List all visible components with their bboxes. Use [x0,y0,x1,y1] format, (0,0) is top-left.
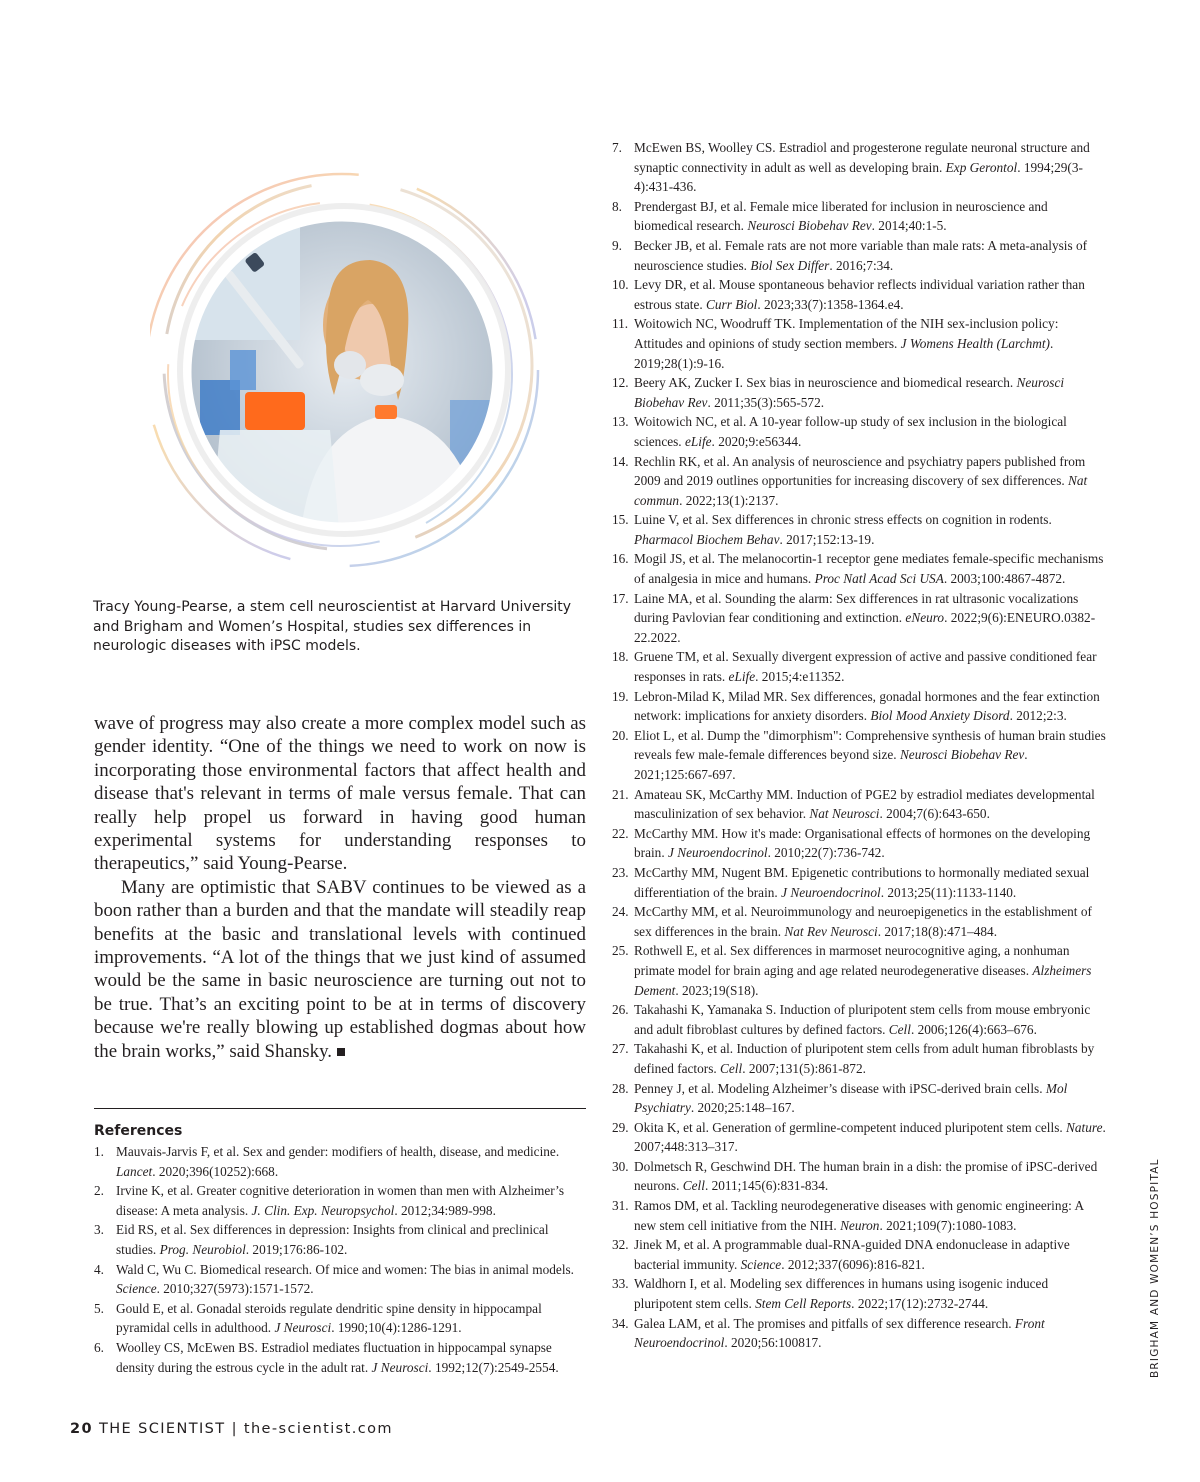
reference-citation: . 2022;13(1):2137. [679,492,779,508]
reference-number: 27. [612,1041,629,1057]
reference-journal: Stem Cell Reports [755,1296,852,1312]
reference-item [612,510,1108,549]
reference-citation: . 2011;35(3):565-572. [707,394,825,410]
reference-item [612,197,1108,236]
reference-citation: . 2011;145(6):831-834. [704,1178,829,1194]
references-list-left [94,1142,586,1377]
reference-text: Gould E, et al. Gonadal steroids regulate dendritic spine density in hippocampal pyramidal cells in adulthood. [116,1300,542,1336]
reference-text: McCarthy MM, et al. Neuroimmunology and neuroepigenetics in the establishment of sex differences in the brain. [634,904,1092,939]
reference-citation: . 2014;40:1-5. [871,218,947,234]
reference-number: 23. [612,864,629,880]
reference-citation: . 2023;19(S18). [675,982,759,998]
body-paragraph: wave of progress may also create a more complex model such as gender identity. “One of the things we need to work on now is incorporating those environmental factors that affect health and disease that's relevant in terms of male versus female. That can really help propel us forward in having good human experimental systems for understanding responses to therapeutics,” said Young-Pearse. [94,713,586,875]
reference-number: 15. [612,512,629,528]
reference-text: Eliot L, et al. Dump the "dimorphism": Comprehensive synthesis of human brain studies reveals few male-female differences beyond size. [634,727,1106,763]
body-paragraph-text: Many are optimistic that SABV continues to be viewed as a boon rather than a burden and that the mandate will steadily reap benefits at the basic and translational levels with continued improvements. “A lot of the things that we just kind of assumed would be the same in basic neuroscience are turning out not to be true. That’s an exciting point to be at in terms of discovery because we're really blowing up established dogmas about how the brain works,” said Shansky. [94,876,586,1062]
reference-journal: Mol Psychiatry [634,1080,1068,1116]
reference-journal: Nat commun [634,473,1088,508]
reference-journal: Exp Gerontol [945,159,1018,175]
reference-text: Woitowich NC, et al. A 10-year follow-up study of sex inclusion in the biological sciences. [634,414,1067,449]
reference-number: 16. [612,551,629,567]
reference-text: Amateau SK, McCarthy MM. Induction of PGE2 by estradiol mediates developmental masculinization of sex behavior. [634,786,1095,822]
reference-citation: . 2021;109(7):1080-1083. [879,1217,1017,1233]
reference-item [612,275,1108,314]
reference-text: Luine V, et al. Sex differences in chronic stress effects on cognition in rodents. [634,512,1052,528]
reference-journal: Biol Sex Differ [750,257,830,273]
reference-text: Prendergast BJ, et al. Female mice liberated for inclusion in neuroscience and biomedical research. [634,198,1048,234]
reference-journal: J. Clin. Exp. Neuropsychol [251,1202,395,1218]
reference-number: 19. [612,688,629,704]
reference-number: 24. [612,904,629,920]
reference-item [612,1157,1108,1196]
article-body [94,712,586,1063]
reference-number: 32. [612,1237,629,1253]
reference-journal: Proc Natl Acad Sci USA [814,571,944,587]
reference-item [612,373,1108,412]
reference-journal: Neurosci Biobehav Rev [634,375,1065,410]
reference-item [612,589,1108,648]
reference-text: Woolley CS, McEwen BS. Estradiol mediates fluctuation in hippocampal synapse density during the estrous cycle in the adult rat. [116,1339,552,1375]
reference-citation: . 2021;125:667-697. [634,747,1028,782]
reference-citation: . 2023;33(7):1358-1364.e4. [757,296,904,312]
reference-text: Levy DR, et al. Mouse spontaneous behavior reflects individual variation rather than estrous state. [634,277,1085,312]
reference-text: Dolmetsch R, Geschwind DH. The human brain in a dish: the promise of iPSC-derived neurons. [634,1158,1098,1194]
body-paragraph [94,876,586,1063]
reference-citation: . 2004;7(6):643-650. [879,806,990,822]
reference-text: Mauvais-Jarvis F, et al. Sex and gender: modifiers of health, disease, and medicine. [116,1144,560,1159]
lab-photo-figure [150,160,570,580]
reference-text: Mogil JS, et al. The melanocortin-1 receptor gene mediates female-specific mechanisms of analgesia in mice and humans. [634,551,1104,587]
reference-text: Galea LAM, et al. The promises and pitfalls of sex difference research. [634,1315,1012,1331]
woman-in-lab-photo [150,160,570,580]
reference-item [612,1314,1108,1353]
reference-text: Waldhorn I, et al. Modeling sex differences in humans using isogenic induced pluripotent stem cells. [634,1276,1049,1312]
reference-number: 3. [94,1222,104,1238]
reference-number: 12. [612,375,629,391]
reference-number: 14. [612,453,629,469]
reference-item [612,1235,1108,1274]
reference-item [612,314,1108,373]
reference-citation: . 2003;100:4867-4872. [943,571,1066,587]
reference-text: Eid RS, et al. Sex differences in depression: Insights from clinical and preclinical studies. [116,1222,549,1257]
reference-number: 21. [612,786,629,802]
reference-item [94,1338,586,1377]
reference-item [94,1260,586,1299]
reference-journal: Neurosci Biobehav Rev [899,747,1025,763]
reference-item [94,1299,586,1338]
reference-journal: Science [116,1281,157,1297]
reference-text: Woitowich NC, Woodruff TK. Implementation of the NIH sex-inclusion policy: Attitudes and opinions of study section members. [634,316,1059,351]
reference-journal: Curr Biol [706,296,758,312]
reference-journal: Neuron [840,1217,880,1233]
reference-item [612,785,1108,824]
reference-journal: eLife [728,669,756,685]
reference-number: 28. [612,1080,629,1096]
reference-text: Penney J, et al. Modeling Alzheimer’s disease with iPSC-derived brain cells. [634,1080,1043,1096]
reference-journal: Biol Mood Anxiety Disord [870,708,1010,724]
references-heading: References [94,1123,183,1139]
reference-number: 31. [612,1198,629,1214]
end-of-article-mark [337,1048,345,1056]
reference-item [612,863,1108,902]
reference-journal: eLife [684,433,712,449]
reference-citation: . 2022;17(12):2732-2744. [851,1296,989,1312]
reference-journal: J Womens Health (Larchmt) [900,335,1050,351]
reference-item [612,902,1108,941]
reference-citation: . 2020;396(10252):668. [152,1163,279,1179]
references-list-right [612,138,1108,1353]
reference-citation: . 2016;7:34. [829,257,894,273]
reference-citation: . 1994;29(3-4):431-436. [634,159,1083,195]
reference-text: McCarthy MM. How it's made: Organisational effects of hormones on the developing brain. [634,825,1091,861]
reference-citation: . 2019;176:86-102. [245,1241,348,1257]
reference-number: 10. [612,277,629,293]
reference-number: 18. [612,649,629,665]
reference-number: 22. [612,825,629,841]
reference-item [612,1000,1108,1039]
reference-text: Laine MA, et al. Sounding the alarm: Sex differences in rat ultrasonic vocalizations during Pavlovian fear conditioning and extinction. [634,590,1079,626]
reference-journal: Cell [720,1060,743,1076]
reference-citation: . 1990;10(4):1286-1291. [331,1320,462,1336]
footer-separator: | [231,1421,238,1437]
reference-number: 13. [612,414,629,430]
reference-journal: Pharmacol Biochem Behav [634,531,780,547]
reference-citation: . 2020;25:148–167. [690,1100,795,1116]
reference-item [94,1181,586,1220]
reference-text: Ramos DM, et al. Tackling neurodegenerative diseases with genomic engineering: A new stem cell initiative from the NIH. [634,1198,1084,1233]
reference-text: Takahashi K, et al. Induction of pluripotent stem cells from adult human fibroblasts by defined factors. [634,1041,1095,1076]
reference-citation: . 2020;56:100817. [724,1335,822,1351]
reference-citation: . 2012;337(6096):816-821. [781,1256,925,1272]
reference-text: McCarthy MM, Nugent BM. Epigenetic contributions to hormonally mediated sexual differentiation of the brain. [634,864,1090,900]
reference-journal: eNeuro [905,610,945,626]
reference-journal: Science [740,1256,782,1272]
photo-caption: Tracy Young-Pearse, a stem cell neuroscientist at Harvard University and Brigham and Women’s Hospital, studies sex differences in neurologic diseases with iPSC models. [93,599,572,654]
reference-citation: . 2012;34:989-998. [394,1202,496,1218]
reference-text: Gruene TM, et al. Sexually divergent expression of active and passive conditioned fear responses in rats. [634,649,1097,685]
page-number: 20 [70,1421,93,1437]
reference-journal: Lancet [116,1163,153,1179]
reference-item [612,1079,1108,1118]
reference-citation: . 2007;131(5):861-872. [742,1060,866,1076]
reference-citation: . 2010;22(7):736-742. [767,845,885,861]
reference-journal: J Neuroendocrinol [667,845,768,861]
reference-number: 4. [94,1261,104,1277]
reference-item [612,412,1108,451]
reference-number: 20. [612,727,629,743]
reference-item [94,1220,586,1259]
reference-citation: . 2007;448:313–317. [634,1119,1106,1155]
reference-text: Okita K, et al. Generation of germline-competent induced pluripotent stem cells. [634,1119,1063,1135]
reference-item [612,138,1108,197]
reference-item [94,1142,586,1181]
reference-journal: Cell [888,1021,911,1037]
reference-item [612,1039,1108,1078]
reference-text: Wald C, Wu C. Biomedical research. Of mice and women: The bias in animal models. [116,1261,575,1277]
reference-item [612,452,1108,511]
reference-number: 1. [94,1144,104,1159]
reference-journal: Nat Neurosci [809,806,880,822]
photo-credit-text: BRIGHAM AND WOMEN’S HOSPITAL [1149,1158,1161,1378]
reference-journal: Cell [682,1178,705,1194]
page-footer [70,1421,393,1437]
reference-citation: . 2013;25(11):1133-1140. [880,884,1017,900]
reference-text: Rothwell E, et al. Sex differences in marmoset neurocognitive aging, a nonhuman primate model for brain aging and age related neurodegenerative diseases. [634,943,1070,978]
reference-citation: . 2020;9:e56344. [711,433,802,449]
reference-journal: Front Neuroendocrinol [634,1315,1045,1351]
reference-number: 11. [612,316,629,332]
reference-journal: J Neurosci [371,1359,429,1375]
reference-citation: . 2017;152:13-19. [779,531,875,547]
reference-citation: . 2006;126(4):663–676. [910,1021,1037,1037]
reference-number: 6. [94,1339,104,1355]
reference-number: 26. [612,1002,629,1018]
reference-number: 25. [612,943,629,959]
reference-number: 5. [94,1300,104,1316]
reference-text: McEwen BS, Woolley CS. Estradiol and progesterone regulate neuronal structure and synaptic connectivity in adult as well as developing brain. [634,140,1090,175]
reference-item [612,941,1108,1000]
reference-citation: . 2015;4:e11352. [755,669,845,685]
reference-journal: J Neuroendocrinol [781,884,881,900]
reference-item [612,647,1108,686]
reference-number: 9. [612,237,622,253]
reference-number: 7. [612,140,622,155]
magazine-name: THE SCIENTIST [99,1421,226,1437]
reference-number: 30. [612,1158,629,1174]
reference-citation: . 1992;12(7):2549-2554. [428,1359,559,1375]
reference-text: Irvine K, et al. Greater cognitive deterioration in women than men with Alzheimer’s disease: A meta analysis. [116,1183,565,1218]
reference-citation: . 2010;327(5973):1571-1572. [156,1281,314,1297]
reference-journal: Prog. Neurobiol [159,1241,246,1257]
reference-text: Becker JB, et al. Female rats are not more variable than male rats: A meta-analysis of neuroscience studies. [634,237,1088,273]
reference-number: 17. [612,590,629,606]
reference-journal: Alzheimers Dement [634,962,1092,998]
reference-item [612,1196,1108,1235]
reference-citation: . 2012;2:3. [1009,708,1067,724]
reference-item [612,1118,1108,1157]
references-divider [94,1108,586,1109]
reference-text: Takahashi K, Yamanaka S. Induction of pluripotent stem cells from mouse embryonic and adult fibroblast cultures by defined factors. [634,1002,1091,1037]
reference-text: Beery AK, Zucker I. Sex bias in neuroscience and biomedical research. [634,375,1014,391]
photo-credit-side-label [1149,1158,1161,1390]
reference-item [612,1274,1108,1313]
reference-journal: Neurosci Biobehav Rev [747,218,872,234]
reference-item [612,549,1108,588]
reference-number: 29. [612,1119,629,1135]
reference-item [612,824,1108,863]
reference-journal: J Neurosci [274,1320,332,1336]
reference-text: Lebron-Milad K, Milad MR. Sex differences, gonadal hormones and the fear extinction network: implications for anxiety disorders. [634,688,1100,724]
reference-number: 8. [612,198,622,214]
reference-number: 33. [612,1276,629,1292]
reference-citation: . 2019;28(1):9-16. [634,335,1054,371]
reference-journal: Nature [1066,1119,1103,1135]
reference-number: 2. [94,1183,104,1199]
reference-number: 34. [612,1315,629,1331]
reference-text: Rechlin RK, et al. An analysis of neuroscience and psychiatry papers published from 2009 and 2019 outlines opportunities for increasing discovery of sex differences. [634,453,1086,489]
reference-item [612,687,1108,726]
reference-item [612,236,1108,275]
reference-item [612,726,1108,785]
reference-citation: . 2022;9(6):ENEURO.0382-22.2022. [634,610,1096,645]
reference-journal: Nat Rev Neurosci [784,923,878,939]
website-link[interactable]: the-scientist.com [243,1421,393,1437]
reference-citation: . 2017;18(8):471–484. [877,923,998,939]
reference-text: Jinek M, et al. A programmable dual-RNA-guided DNA endonuclease in adaptive bacterial immunity. [634,1237,1070,1272]
